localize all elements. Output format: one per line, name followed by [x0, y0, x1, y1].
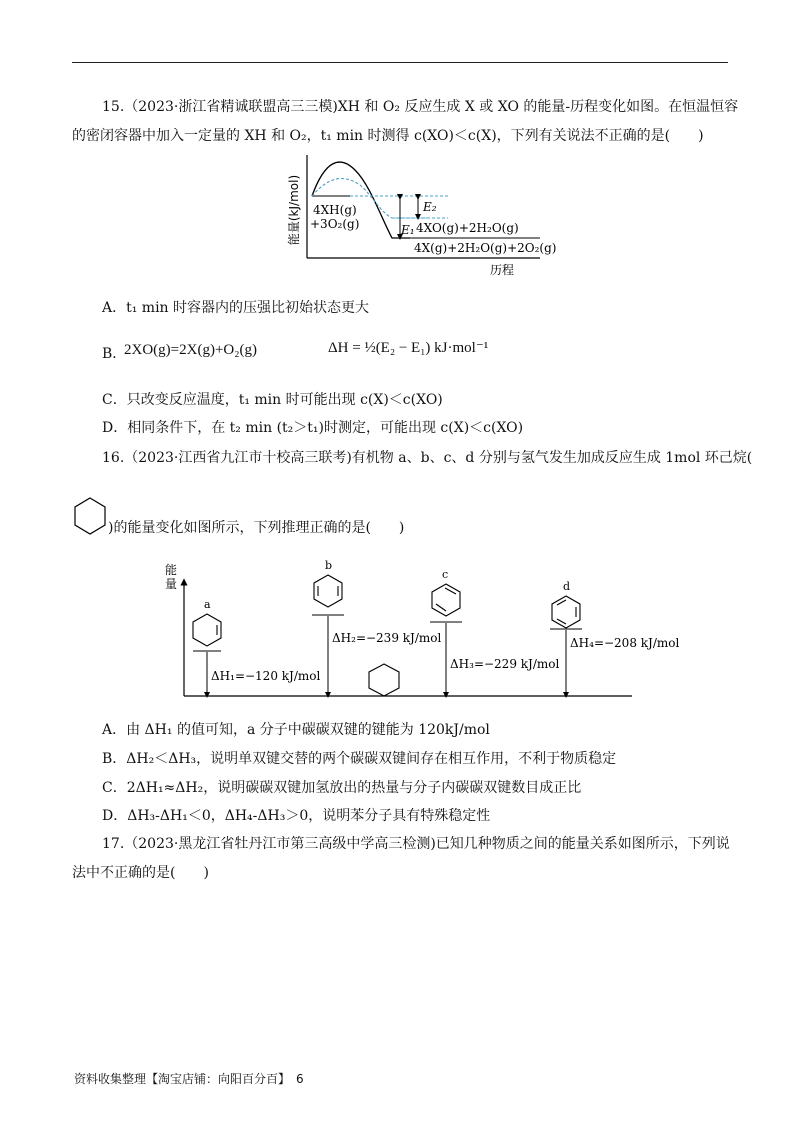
q15-product-x: 4X(g)+2H₂O(g)+2O₂(g) [414, 241, 557, 255]
q16-dh4: ΔH₄=−208 kJ/mol [570, 636, 680, 650]
molecule-d-icon [552, 596, 580, 628]
q15-option-d: D．相同条件下，在 t₂ min (t₂＞t₁)时测定，可能出现 c(X)＜c(XO) [102, 420, 524, 436]
molecule-b-icon [314, 575, 342, 607]
q16-dh2: ΔH₂=−239 kJ/mol [332, 631, 442, 645]
page-footer: 资料收集整理【淘宝店铺：向阳百分百】 6 [74, 1072, 304, 1086]
q16-ylabel-2: 量 [165, 577, 178, 591]
q15-option-b-dh: ΔH = ½(E₂ − E₁) kJ·mol⁻¹ [328, 340, 489, 356]
molecule-a-icon [193, 614, 221, 646]
q15-ylabel: 能量(kJ/mol) [287, 174, 301, 246]
cyclohexane-product-icon [369, 664, 399, 696]
q15-reactant-label-1: 4XH(g) [313, 203, 357, 217]
q15-product-xo: 4XO(g)+2H₂O(g) [416, 221, 519, 235]
q15-stem-line1: 15.（2023·浙江省精诚联盟高三三模)XH 和 O₂ 反应生成 X 或 XO 的能量-历程变化如图。在恒温恒容 [102, 99, 739, 115]
q17-stem-line2: 法中不正确的是( ) [72, 865, 209, 881]
q15-xlabel: 历程 [490, 263, 515, 277]
q16-option-c: C．2ΔH₁≈ΔH₂，说明碳碳双键加氢放出的热量与分子内碳碳双键数目成正比 [102, 780, 582, 796]
q15-reactant-label-2: +3O₂(g) [310, 217, 360, 231]
q15-stem-line2: 的密闭容器中加入一定量的 XH 和 O₂，t₁ min 时测得 c(XO)＜c(X)，下列有关说法不正确的是( ) [72, 128, 704, 144]
q16-label-c: c [442, 568, 449, 581]
q16-label-d: d [563, 580, 571, 593]
q17-stem-line1: 17.（2023·黑龙江省牡丹江市第三高级中学高三检测)已知几种物质之间的能量关系如图所示，下列说 [102, 836, 730, 852]
q16-label-b: b [325, 559, 333, 572]
q16-dh3: ΔH₃=−229 kJ/mol [450, 657, 560, 671]
q16-option-b: B．ΔH₂＜ΔH₃，说明单双键交替的两个碳碳双键间存在相互作用，不利于物质稳定 [102, 751, 617, 767]
q15-option-a: A．t₁ min 时容器内的压强比初始状态更大 [102, 300, 370, 316]
q16-label-a: a [204, 598, 211, 611]
q15-e1-label: E₁ [401, 223, 415, 237]
q15-option-b-label: B． [102, 346, 127, 362]
q16-stem-line1: 16.（2023·江西省九江市十校高三联考)有机物 a、b、c、d 分别与氢气发生加成反应生成 1mol 环己烷( [102, 450, 753, 466]
q16-option-a: A．由 ΔH₁ 的值可知，a 分子中碳碳双键的键能为 120kJ/mol [102, 722, 490, 738]
q15-e2-label: E₂ [423, 200, 437, 214]
molecule-c-icon [432, 584, 460, 616]
q16-ylabel-1: 能 [165, 563, 178, 577]
q16-stem-line2: )的能量变化如图所示，下列推理正确的是( ) [108, 520, 405, 536]
q16-dh1: ΔH₁=−120 kJ/mol [211, 669, 321, 683]
q15-option-b-equation: 2XO(g)=2X(g)+O₂(g) [124, 342, 257, 358]
q16-option-d: D．ΔH₃-ΔH₁＜0，ΔH₄-ΔH₃＞0，说明苯分子具有特殊稳定性 [102, 808, 491, 824]
q15-option-c: C．只改变反应温度，t₁ min 时可能出现 c(X)＜c(XO) [102, 392, 443, 408]
